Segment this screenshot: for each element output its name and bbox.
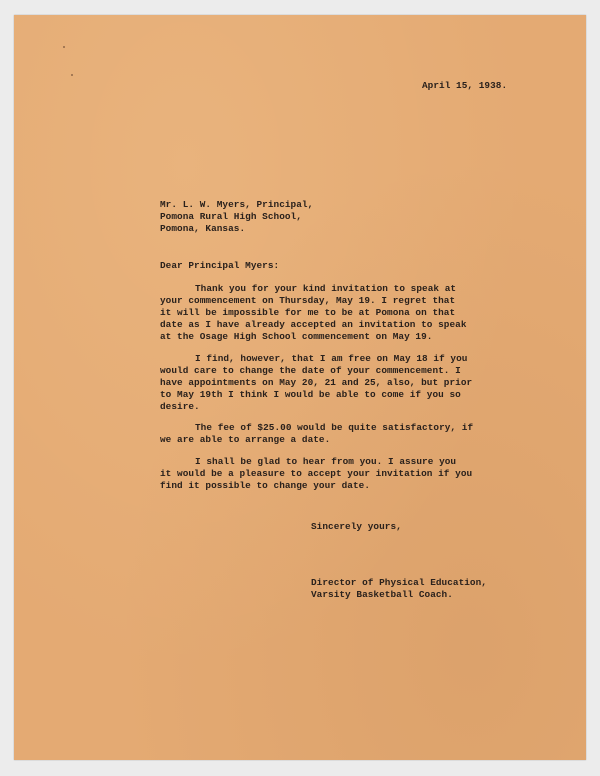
paragraph-line: your commencement on Thursday, May 19. I regret that: [160, 295, 456, 306]
paper-speck: [71, 74, 73, 76]
paragraph-line: I shall be glad to hear from you. I assure you: [195, 456, 457, 467]
signature-title: Director of Physical Education,: [311, 577, 487, 588]
paragraph-line: have appointments on May 20, 21 and 25, also, but prior: [160, 377, 473, 388]
recipient-line: Pomona, Kansas.: [160, 223, 246, 234]
paragraph-line: at the Osage High School commencement on May 19.: [160, 331, 433, 342]
recipient-line: Pomona Rural High School,: [160, 211, 302, 222]
paragraph-line: I find, however, that I am free on May 18 if you: [195, 353, 468, 364]
paragraph-line: Thank you for your kind invitation to speak at: [195, 283, 457, 294]
paragraph-line: date as I have already accepted an invitation to speak: [160, 319, 467, 330]
letter-date: April 15, 1938.: [422, 80, 508, 91]
paragraph-line: The fee of $25.00 would be quite satisfactory, if: [195, 422, 474, 433]
signature-title: Varsity Basketball Coach.: [311, 589, 453, 600]
paragraph-line: would care to change the date of your commencement. I: [160, 365, 461, 376]
letter-page: [14, 15, 586, 760]
closing: Sincerely yours,: [311, 521, 402, 532]
recipient-line: Mr. L. W. Myers, Principal,: [160, 199, 314, 210]
paragraph-line: it would be a pleasure to accept your invitation if you: [160, 468, 473, 479]
paragraph-line: find it possible to change your date.: [160, 480, 371, 491]
paragraph-line: to May 19th I think I would be able to come if you so: [160, 389, 461, 400]
paragraph-line: it will be impossible for me to be at Pomona on that: [160, 307, 456, 318]
paper-speck: [63, 46, 65, 48]
paragraph-line: we are able to arrange a date.: [160, 434, 331, 445]
paragraph-line: desire.: [160, 401, 200, 412]
salutation: Dear Principal Myers:: [160, 260, 280, 271]
